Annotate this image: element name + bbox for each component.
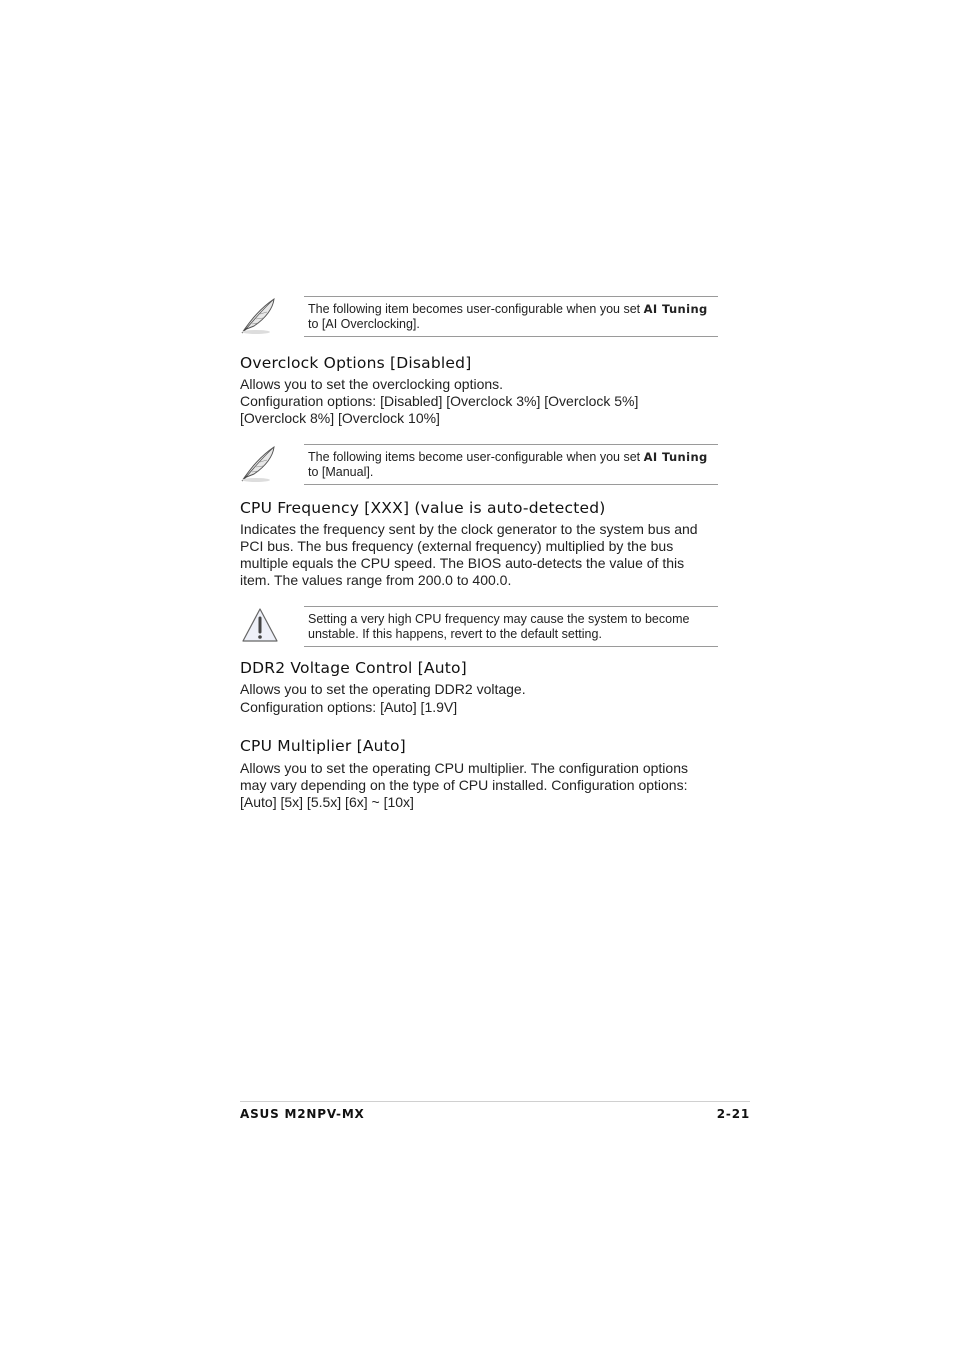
warning-text: Setting a very high CPU frequency may cause the system to become bbox=[308, 612, 690, 627]
feather-pen-icon bbox=[240, 296, 280, 336]
footer-page-number: 2-21 bbox=[716, 1107, 750, 1121]
warning-text-box bbox=[304, 606, 718, 647]
page-content bbox=[240, 296, 718, 811]
note-text: The following items become user-configurable when you set bbox=[308, 449, 644, 464]
note-text: The following item becomes user-configurable when you set bbox=[308, 302, 644, 316]
warning-cpu-frequency bbox=[240, 606, 718, 649]
note-keyword: AI Tuning bbox=[643, 302, 708, 316]
note-text-continued: to [Manual]. bbox=[308, 464, 374, 479]
overclock-description: Allows you to set the overclocking options. Configuration options: [Disabled] [Overclock 3%] [Overclock 5%] [Overclock 8%] [Overclock 10%] bbox=[240, 376, 639, 427]
note-keyword: AI Tuning bbox=[643, 449, 708, 464]
note-text-box bbox=[304, 296, 718, 337]
section-title-cpu-multiplier: CPU Multiplier [Auto] bbox=[240, 736, 406, 755]
warning-text-continued: unstable. If this happens, revert to the default setting. bbox=[308, 627, 602, 642]
note-text-continued: to [AI Overclocking]. bbox=[308, 317, 420, 331]
footer-product-name: ASUS M2NPV-MX bbox=[240, 1107, 365, 1121]
cpu-multiplier-description: Allows you to set the operating CPU multiplier. The configuration options may vary depending on the type of CPU installed. Configuration options: [Auto] [5x] [5.5x] [6x] ~ [10x] bbox=[240, 759, 688, 811]
page-footer bbox=[240, 1101, 750, 1121]
ddr2-voltage-description: Allows you to set the operating DDR2 voltage. Configuration options: [Auto] [1.9V] bbox=[240, 681, 526, 715]
warning-triangle-icon bbox=[240, 606, 280, 646]
section-title-overclock-options: Overclock Options [Disabled] bbox=[240, 354, 472, 372]
note-manual bbox=[240, 444, 718, 487]
feather-pen-icon bbox=[240, 444, 280, 484]
section-title-cpu-frequency: CPU Frequency [XXX] (value is auto-detected) bbox=[240, 498, 606, 517]
note-ai-overclocking bbox=[240, 296, 718, 339]
section-title-ddr2-voltage: DDR2 Voltage Control [Auto] bbox=[240, 659, 467, 678]
cpu-frequency-description: Indicates the frequency sent by the clock generator to the system bus and PCI bus. The bus frequency (external frequency) multiplied by the bus multiple equals the CPU speed. The BIOS auto-detects the value of this item. The values range from 200.0 to 400.0. bbox=[240, 520, 698, 589]
note-text-box bbox=[304, 444, 718, 485]
